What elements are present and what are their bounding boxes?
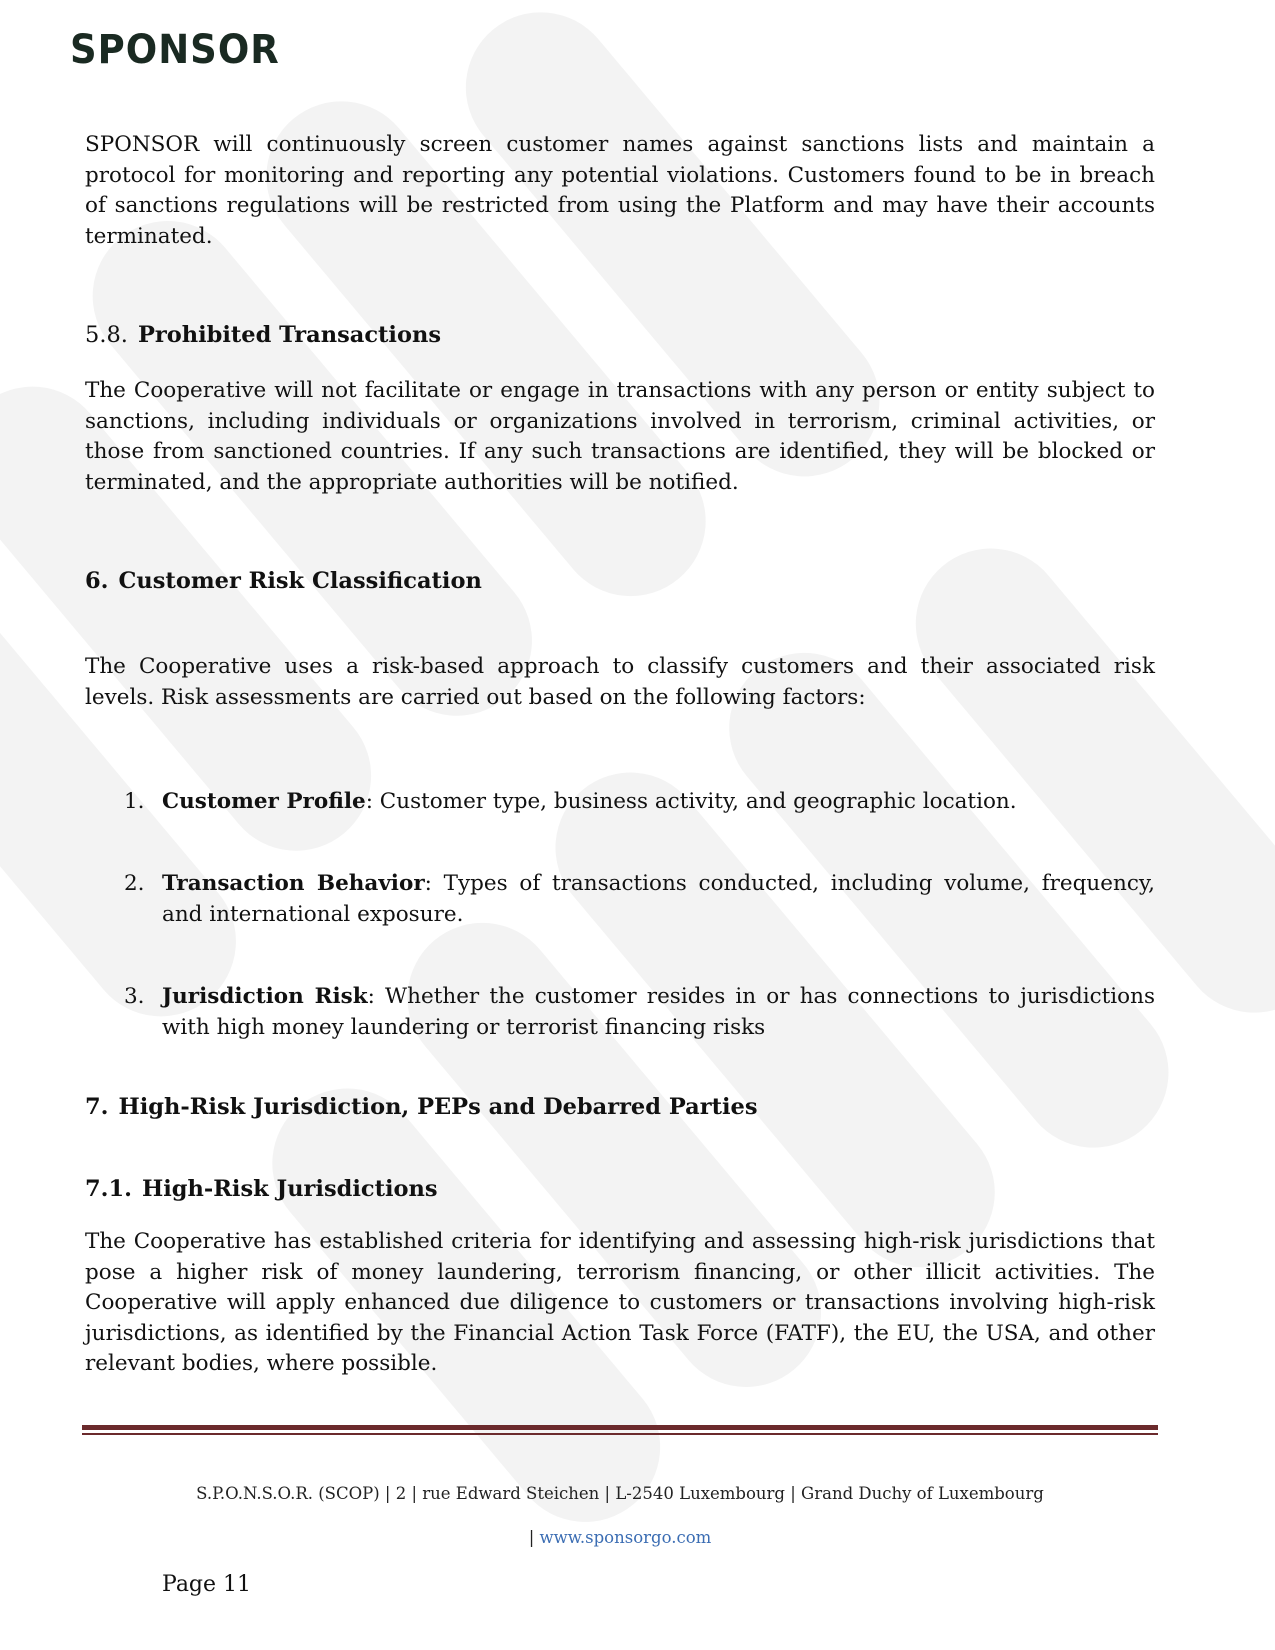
list-item: 3. Jurisdiction Risk: Whether the customer resides in or has connections to jurisdictions with high money laundering or terrorist financing risks <box>124 984 1155 1040</box>
section-6-heading <box>85 568 482 594</box>
section-7-1-body: The Cooperative has established criteria for identifying and assessing high-risk jurisdictions that pose a higher risk of money laundering, terrorism financing, or other illicit activities. The Cooperative will apply enhanced due diligence to customers or transactions involving high-risk jurisdictions, as identified by the Financial Action Task Force (FATF), the EU, the USA, and other relevant bodies, where possible. <box>85 1229 1155 1376</box>
footer-divider <box>82 1425 1158 1430</box>
footer-divider-thin <box>82 1433 1158 1435</box>
sponsor-logo: SPONSOR <box>70 26 280 73</box>
section-number: 7.1. <box>85 1176 132 1202</box>
section-title: High-Risk Jurisdictions <box>141 1176 438 1202</box>
page-number: Page 11 <box>162 1572 252 1597</box>
section-number: 6. <box>85 568 109 594</box>
section-number: 7. <box>85 1094 109 1120</box>
section-5-8-body: The Cooperative will not facilitate or engage in transactions with any person or entity subject to sanctions, including individuals or organizations involved in terrorism, criminal activities, or those from sanctioned countries. If any such transactions are identified, they will be blocked or terminated, and the appropriate authorities will be notified. <box>85 378 1155 495</box>
intro-paragraph: SPONSOR will continuously screen customer names against sanctions lists and maintain a protocol for monitoring and reporting any potential violations. Customers found to be in breach of sanctions regulations will be restricted from using the Platform and may have their accounts terminated. <box>85 132 1155 249</box>
section-6-body: The Cooperative uses a risk-based approach to classify customers and their associated risk levels. Risk assessments are carried out based on the following factors: <box>85 654 1155 710</box>
website-link[interactable]: www.sponsorgo.com <box>539 1528 712 1547</box>
section-title: Prohibited Transactions <box>137 322 441 348</box>
section-title: Customer Risk Classification <box>118 568 482 594</box>
footer-website-line: | www.sponsorgo.com <box>528 1528 712 1547</box>
section-title: High-Risk Jurisdiction, PEPs and Debarred Parties <box>118 1094 758 1120</box>
list-item: 2. Transaction Behavior: Types of transactions conducted, including volume, frequency, and international exposure. <box>124 871 1155 927</box>
section-5-8-heading <box>85 322 441 348</box>
list-item: 1. Customer Profile: Customer type, business activity, and geographic location. <box>124 789 1017 814</box>
footer-address: S.P.O.N.S.O.R. (SCOP) | 2 | rue Edward Steichen | L-2540 Luxembourg | Grand Duchy of Luxembourg <box>196 1484 1044 1503</box>
section-7-1-heading <box>85 1176 438 1202</box>
section-7-heading <box>85 1094 758 1120</box>
section-number: 5.8. <box>85 322 128 348</box>
